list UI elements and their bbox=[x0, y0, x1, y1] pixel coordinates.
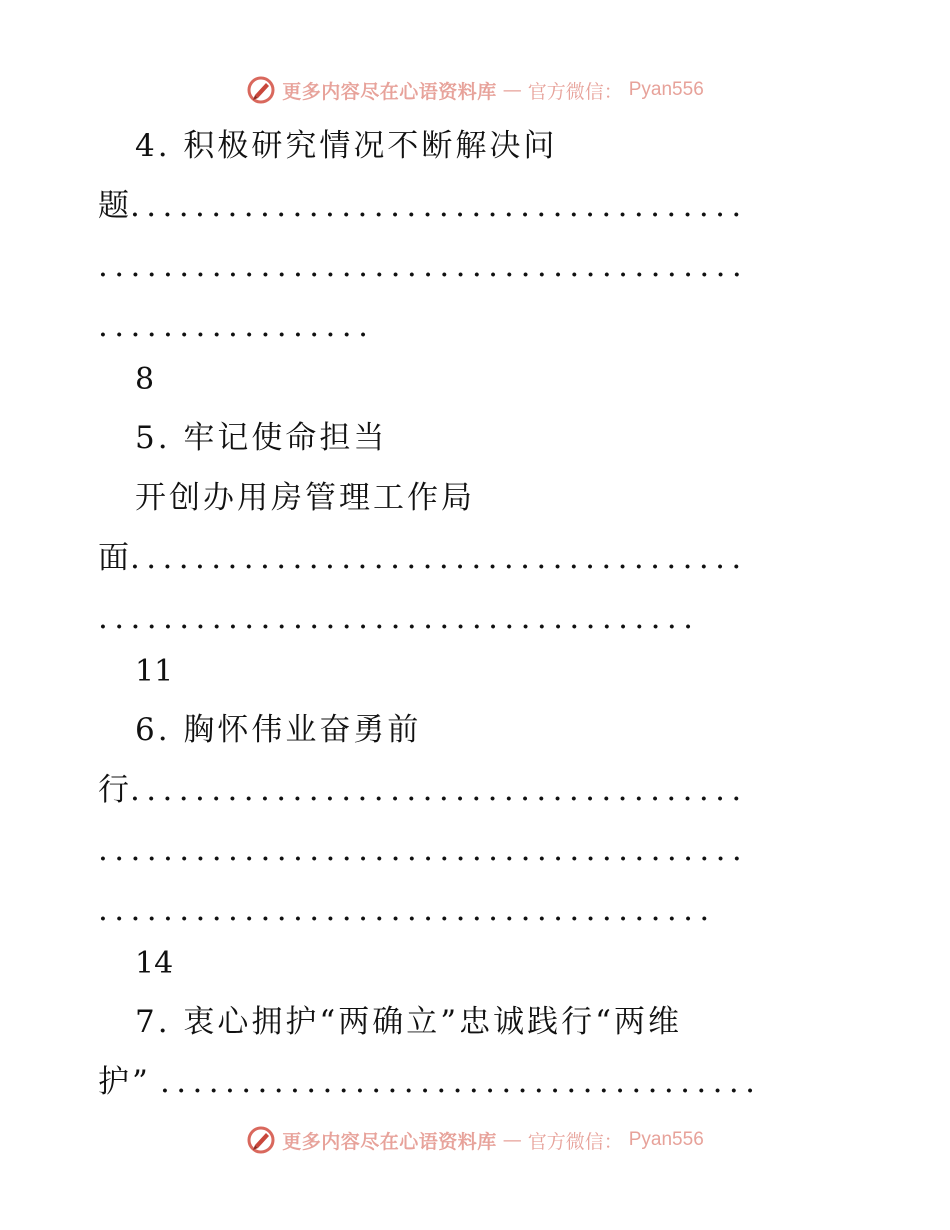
toc-page-number: 14 bbox=[135, 946, 174, 981]
toc-entry-title-continued: 行 bbox=[98, 772, 132, 808]
toc-leader-dots: ........................................ bbox=[98, 248, 749, 284]
toc-entry-title-continued: 开创办用房管理工作局 bbox=[135, 480, 475, 516]
toc-page-number: 11 bbox=[135, 654, 174, 689]
watermark-tail: 官方微信： bbox=[527, 1130, 623, 1153]
toc-leader-dots: ...................................... bbox=[130, 188, 748, 224]
toc-entry-title: 7. 衷心拥护“两确立”忠诚践行“两维 bbox=[135, 1004, 682, 1040]
watermark-tail: 官方微信： bbox=[527, 80, 623, 103]
toc-leader-dots: ................. bbox=[98, 308, 375, 344]
watermark-text: 更多内容尽在心语资料库 bbox=[282, 1130, 497, 1153]
watermark-dash: — bbox=[502, 1129, 522, 1151]
watermark-text: 更多内容尽在心语资料库 bbox=[282, 80, 497, 103]
toc-leader-dots: ...................................... bbox=[130, 772, 748, 808]
toc-leader-dots: ..................................... bbox=[98, 600, 700, 636]
toc-leader-dots: ...................................... bbox=[98, 892, 716, 928]
footer-watermark bbox=[0, 1120, 950, 1160]
toc-entry-title-continued: 护” bbox=[98, 1064, 151, 1100]
header-watermark bbox=[0, 70, 950, 110]
toc-entry-title: 4. 积极研究情况不断解决问 bbox=[135, 128, 558, 164]
toc-leader-dots: ........................................ bbox=[98, 832, 749, 868]
toc-leader-dots: ...................................... bbox=[130, 540, 748, 576]
toc-entry-title-continued: 面 bbox=[98, 540, 132, 576]
toc-entry-title: 5. 牢记使命担当 bbox=[135, 420, 388, 456]
pen-logo-icon bbox=[246, 1125, 276, 1155]
toc-entry-title: 6. 胸怀伟业奋勇前 bbox=[135, 712, 422, 748]
toc-page-number: 8 bbox=[135, 362, 155, 397]
watermark-wechat: Pyan556 bbox=[628, 1129, 704, 1150]
toc-entry-title-continued: 题 bbox=[98, 188, 132, 224]
watermark-dash: — bbox=[502, 79, 522, 101]
toc-leader-dots: ..................................... bbox=[160, 1064, 762, 1100]
pen-logo-icon bbox=[246, 75, 276, 105]
watermark-wechat: Pyan556 bbox=[628, 79, 704, 100]
